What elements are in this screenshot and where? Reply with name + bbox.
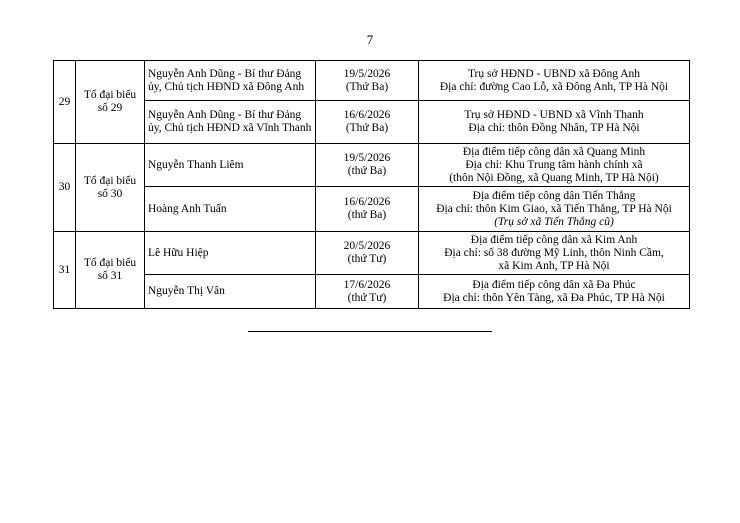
table-row xyxy=(54,232,690,275)
table-row xyxy=(54,187,690,232)
row-number: 29 xyxy=(54,61,76,144)
delegate-group: Tổ đại biểu số 31 xyxy=(76,232,145,309)
weekday: (thứ Ba) xyxy=(347,165,387,177)
place-line: Địa điểm tiếp công dân xã Quang Minh xyxy=(462,145,646,158)
reception-date: 17/6/2026 xyxy=(343,278,391,291)
table-row xyxy=(54,144,690,187)
place-line: Địa điểm tiếp công dân Tiến Thắng xyxy=(472,189,636,202)
place-line: Địa chỉ: số 38 đường Mỹ Linh, thôn Ninh Cầm, xyxy=(444,246,664,259)
table-row xyxy=(54,61,690,101)
row-number: 30 xyxy=(54,144,76,232)
row-number: 31 xyxy=(54,232,76,309)
schedule-table xyxy=(53,60,690,309)
end-separator-line xyxy=(248,331,492,332)
representative-name: Nguyễn Thị Vân xyxy=(148,285,225,297)
place-line: Địa chỉ: thôn Đồng Nhân, TP Hà Nội xyxy=(468,122,640,134)
place-line: Trụ sở HĐND - UBND xã Vĩnh Thanh xyxy=(464,109,644,121)
place-note: (Trụ sở xã Tiến Thắng cũ) xyxy=(494,215,614,228)
place-line: Địa điểm tiếp công dân xã Kim Anh xyxy=(470,233,638,246)
weekday: (thứ Tư) xyxy=(347,253,387,265)
place-line: Địa điểm tiếp công dân xã Đa Phúc xyxy=(472,278,636,291)
reception-date: 16/6/2026 xyxy=(343,109,391,121)
representative-name: Hoàng Anh Tuấn xyxy=(148,202,227,215)
table-row xyxy=(54,275,690,309)
table-row xyxy=(54,101,690,144)
place-line: Địa chỉ: đường Cao Lỗ, xã Đông Anh, TP Hà Nội xyxy=(439,80,669,93)
place-line: Địa chỉ: Khu Trung tâm hành chính xã xyxy=(465,158,643,171)
reception-date: 20/5/2026 xyxy=(343,240,391,252)
place-line: (thôn Nội Đồng, xã Quang Minh, TP Hà Nội) xyxy=(449,171,659,184)
weekday: (thứ Ba) xyxy=(347,209,387,221)
place-line: Trụ sở HĐND - UBND xã Đông Anh xyxy=(467,67,641,80)
representative-name: Nguyễn Thanh Liêm xyxy=(148,158,244,171)
representative-name: Nguyễn Anh Dũng - Bí thư Đảng ủy, Chủ tịch HĐND xã Đông Anh xyxy=(148,67,305,93)
reception-date: 16/6/2026 xyxy=(343,196,391,208)
place-line: xã Kim Anh, TP Hà Nội xyxy=(498,259,610,272)
reception-date: 19/5/2026 xyxy=(343,152,391,164)
weekday: (Thứ Ba) xyxy=(345,122,389,134)
page-number: 7 xyxy=(366,32,374,47)
place-line: Địa chỉ: thôn Kim Giao, xã Tiến Thắng, TP Hà Nội xyxy=(436,202,672,215)
delegate-group: Tổ đại biểu số 30 xyxy=(76,144,145,232)
weekday: (thứ Tư) xyxy=(347,291,387,304)
reception-date: 19/5/2026 xyxy=(343,67,391,80)
place-line: Địa chỉ: thôn Yên Tàng, xã Đa Phúc, TP Hà Nội xyxy=(443,291,665,304)
weekday: (Thứ Ba) xyxy=(345,80,389,93)
representative-name: Lê Hữu Hiệp xyxy=(148,246,209,259)
representative-name: Nguyễn Anh Dũng - Bí thư Đảng ủy, Chủ tịch HĐND xã Vĩnh Thanh xyxy=(148,109,312,134)
delegate-group: Tổ đại biểu số 29 xyxy=(76,61,145,144)
